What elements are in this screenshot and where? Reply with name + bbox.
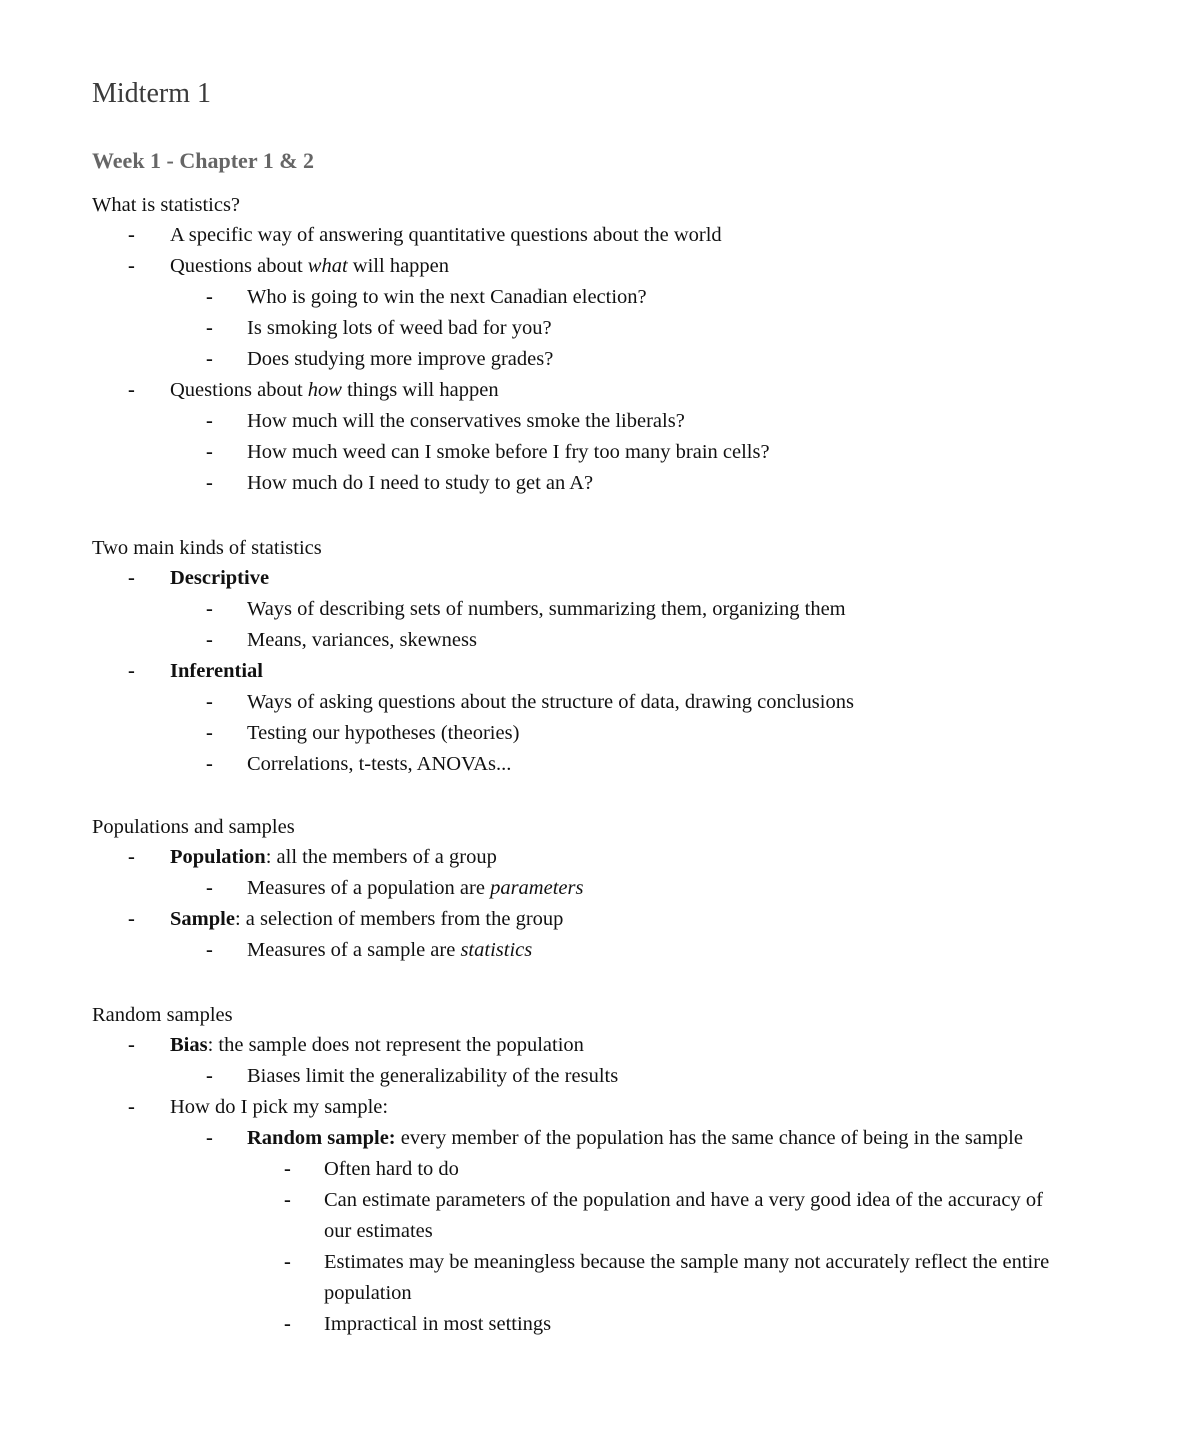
list-item-text bbox=[170, 908, 563, 930]
list-item-text bbox=[170, 379, 499, 401]
list-item bbox=[92, 656, 1112, 780]
bullet-dash: - bbox=[128, 846, 135, 868]
list-item bbox=[92, 935, 1112, 966]
term-text: Population bbox=[170, 846, 266, 868]
bullet-dash: - bbox=[128, 255, 135, 277]
text-fragment: things will happen bbox=[341, 379, 499, 401]
list-item-text bbox=[170, 1034, 584, 1056]
list-item bbox=[92, 749, 1112, 780]
sub-list bbox=[170, 1061, 1112, 1092]
bullet-dash: - bbox=[128, 660, 135, 682]
list-item bbox=[92, 563, 1112, 656]
text-fragment: : the sample does not represent the population bbox=[207, 1034, 584, 1056]
text-fragment: : a selection of members from the group bbox=[234, 908, 564, 930]
text-fragment: Questions about bbox=[170, 255, 308, 277]
list-item bbox=[92, 1092, 1112, 1340]
list-item bbox=[92, 1185, 1112, 1247]
list-item bbox=[92, 1247, 1112, 1309]
list-item-text: Ways of asking questions about the structure of data, drawing conclusions bbox=[247, 691, 854, 713]
section-random-samples bbox=[92, 1000, 1112, 1340]
list-item-text: Ways of describing sets of numbers, summarizing them, organizing them bbox=[247, 598, 846, 620]
bullet-dash: - bbox=[206, 722, 213, 744]
bullet-dash: - bbox=[206, 286, 213, 308]
text-fragment: will happen bbox=[347, 255, 450, 277]
bullet-list bbox=[92, 842, 1112, 966]
document-title: Midterm 1 bbox=[92, 78, 211, 109]
bullet-dash: - bbox=[206, 317, 213, 339]
list-item-text: Who is going to win the next Canadian election? bbox=[247, 286, 647, 308]
bullet-dash: - bbox=[128, 379, 135, 401]
bullet-dash: - bbox=[128, 224, 135, 246]
list-item bbox=[92, 1309, 1112, 1340]
section-heading: Random samples bbox=[92, 1004, 233, 1026]
list-item bbox=[92, 687, 1112, 718]
text-fragment: Measures of a population are bbox=[247, 877, 491, 899]
list-item bbox=[92, 1123, 1112, 1340]
list-item bbox=[92, 468, 1112, 499]
list-item-text: Biases limit the generalizability of the results bbox=[247, 1065, 619, 1087]
list-item-text bbox=[170, 255, 449, 277]
section-heading: Two main kinds of statistics bbox=[92, 537, 322, 559]
list-item bbox=[92, 625, 1112, 656]
text-fragment: : all the members of a group bbox=[265, 846, 497, 868]
section-heading: Populations and samples bbox=[92, 816, 295, 838]
bullet-dash: - bbox=[284, 1158, 291, 1180]
list-item bbox=[92, 251, 1112, 375]
bullet-dash: - bbox=[284, 1313, 291, 1335]
list-item bbox=[92, 873, 1112, 904]
bullet-list bbox=[92, 220, 1112, 499]
list-item-text: Can estimate parameters of the population and have a very good idea of the accuracy of our estimates bbox=[324, 1189, 1043, 1242]
list-item bbox=[92, 904, 1112, 966]
list-item bbox=[92, 1154, 1112, 1185]
bullet-dash: - bbox=[128, 567, 135, 589]
list-item-text bbox=[247, 1123, 1067, 1154]
list-item-text: Estimates may be meaningless because the sample many not accurately reflect the entire population bbox=[324, 1251, 1050, 1304]
list-item-text: Correlations, t-tests, ANOVAs... bbox=[247, 753, 512, 775]
text-fragment: Measures of a sample are bbox=[247, 939, 461, 961]
list-item-text: Inferential bbox=[170, 660, 264, 682]
term-text: Random sample: bbox=[247, 1127, 396, 1149]
list-item-text: How much do I need to study to get an A? bbox=[247, 472, 594, 494]
sub-list bbox=[170, 406, 1112, 499]
text-fragment: Questions about bbox=[170, 379, 308, 401]
list-item bbox=[92, 406, 1112, 437]
bullet-dash: - bbox=[128, 908, 135, 930]
list-item bbox=[92, 718, 1112, 749]
bullet-dash: - bbox=[206, 1065, 213, 1087]
list-item bbox=[92, 344, 1112, 375]
list-item bbox=[92, 282, 1112, 313]
list-item-text: Often hard to do bbox=[324, 1158, 459, 1180]
section-kinds-of-statistics bbox=[92, 533, 1112, 780]
list-item-text: Does studying more improve grades? bbox=[247, 348, 554, 370]
bullet-dash: - bbox=[206, 629, 213, 651]
emphasis-text: parameters bbox=[490, 877, 584, 899]
list-item-text bbox=[247, 877, 583, 899]
sub-list bbox=[170, 873, 1112, 904]
list-item-text bbox=[247, 939, 532, 961]
list-item-text: Means, variances, skewness bbox=[247, 629, 477, 651]
bullet-list bbox=[92, 563, 1112, 780]
list-item-text: How much will the conservatives smoke the liberals? bbox=[247, 410, 685, 432]
list-item bbox=[92, 1061, 1112, 1092]
text-fragment: every member of the population has the same chance of being in the sample bbox=[395, 1127, 1023, 1149]
list-item-text: How much weed can I smoke before I fry too many brain cells? bbox=[247, 441, 770, 463]
bullet-dash: - bbox=[206, 691, 213, 713]
bullet-dash: - bbox=[206, 441, 213, 463]
list-item-text: A specific way of answering quantitative questions about the world bbox=[170, 224, 722, 246]
emphasis-text: how bbox=[307, 379, 342, 401]
section-what-is-statistics bbox=[92, 190, 1112, 499]
week-heading: Week 1 - Chapter 1 & 2 bbox=[92, 148, 315, 173]
bullet-dash: - bbox=[206, 348, 213, 370]
list-item bbox=[92, 1030, 1112, 1092]
bullet-dash: - bbox=[206, 598, 213, 620]
list-item-text: Descriptive bbox=[170, 567, 270, 589]
list-item-text bbox=[170, 846, 497, 868]
list-item bbox=[92, 594, 1112, 625]
emphasis-text: statistics bbox=[460, 939, 533, 961]
bullet-dash: - bbox=[284, 1189, 291, 1211]
bullet-dash: - bbox=[206, 939, 213, 961]
bullet-dash: - bbox=[206, 877, 213, 899]
emphasis-text: what bbox=[307, 255, 348, 277]
bullet-dash: - bbox=[206, 753, 213, 775]
term-text: Sample bbox=[170, 908, 235, 930]
section-heading: What is statistics? bbox=[92, 194, 241, 216]
list-item bbox=[92, 220, 1112, 251]
bullet-dash: - bbox=[128, 1034, 135, 1056]
sub-list bbox=[170, 594, 1112, 656]
bullet-dash: - bbox=[128, 1096, 135, 1118]
list-item bbox=[92, 313, 1112, 344]
list-item-text: Testing our hypotheses (theories) bbox=[247, 722, 520, 744]
sub-sub-list bbox=[247, 1154, 1112, 1340]
bullet-dash: - bbox=[284, 1251, 291, 1273]
list-item-text: Impractical in most settings bbox=[324, 1313, 552, 1335]
term-text: Bias bbox=[170, 1034, 208, 1056]
sub-list bbox=[170, 1123, 1112, 1340]
section-populations-and-samples bbox=[92, 812, 1112, 966]
bullet-dash: - bbox=[206, 410, 213, 432]
sub-list bbox=[170, 935, 1112, 966]
sub-list bbox=[170, 687, 1112, 780]
bullet-list bbox=[92, 1030, 1112, 1340]
list-item bbox=[92, 842, 1112, 904]
list-item bbox=[92, 437, 1112, 468]
bullet-dash: - bbox=[206, 472, 213, 494]
bullet-dash: - bbox=[206, 1127, 213, 1149]
list-item bbox=[92, 375, 1112, 499]
sub-list bbox=[170, 282, 1112, 375]
list-item-text: How do I pick my sample: bbox=[170, 1096, 389, 1118]
list-item-text: Is smoking lots of weed bad for you? bbox=[247, 317, 552, 339]
